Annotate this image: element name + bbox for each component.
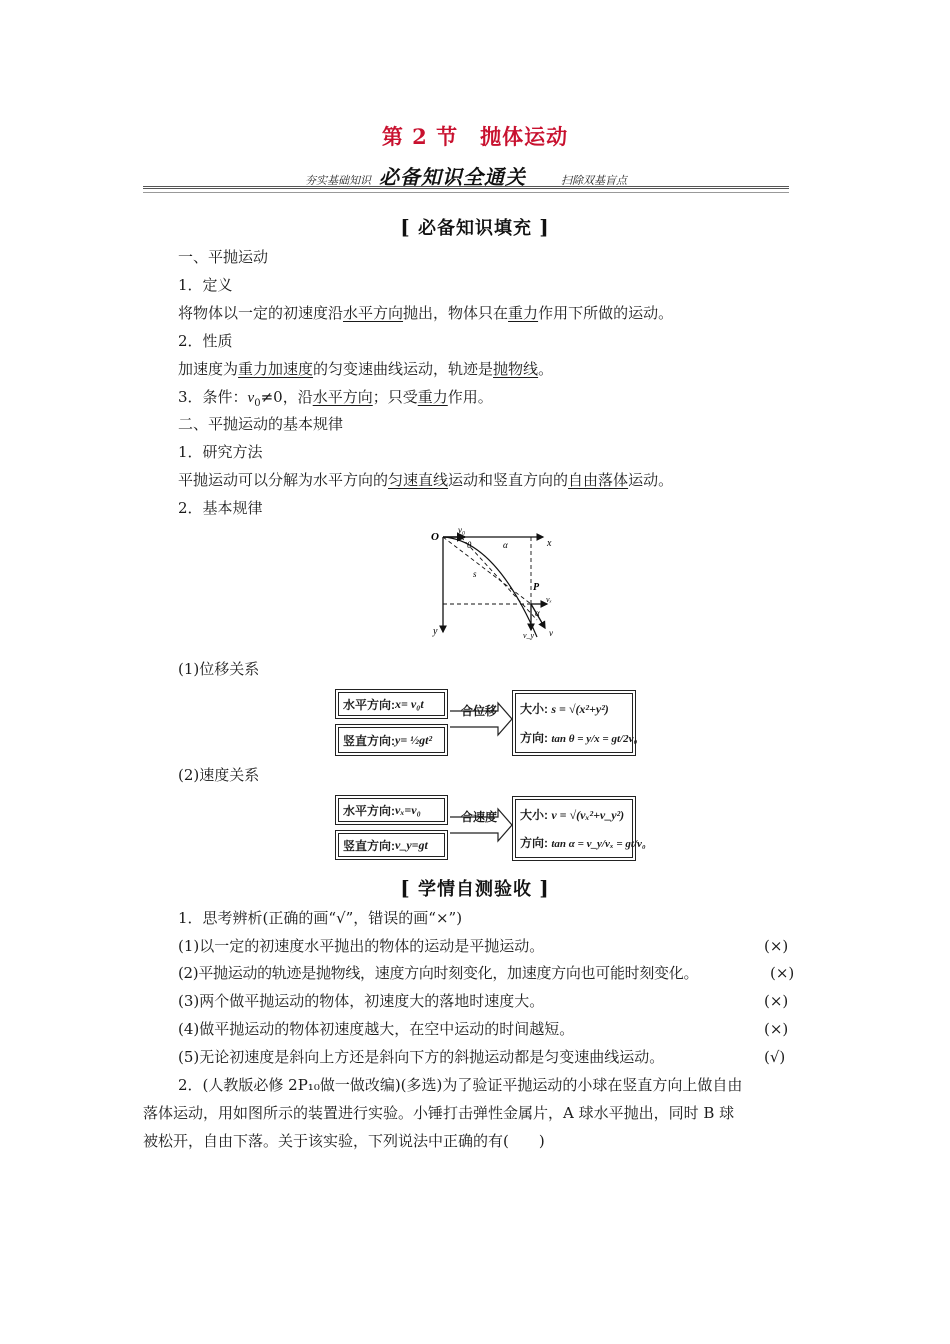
subheading-laws: 2．基本规律 xyxy=(178,499,263,517)
disp-vertical-box: 竖直方向: y= ½gt² xyxy=(335,724,448,756)
subheading-definition: 1．定义 xyxy=(178,276,233,294)
section-heading-knowledge-text: 必备知识填充 xyxy=(418,218,532,239)
displacement-heading: (1)位移关系 xyxy=(178,660,260,678)
condition-text: 3．条件：$v_0\ne 0$，沿水平方向；只受重力作用。 xyxy=(178,388,493,409)
label-s: s xyxy=(473,569,477,579)
title-topic: 抛体运动 xyxy=(480,124,569,149)
projectile-diagram xyxy=(425,522,565,652)
quiz-item-text: (5)无论初速度是斜向上方还是斜向下方的斜抛运动都是匀变速曲线运动。 xyxy=(178,1048,665,1066)
method-text: 平抛运动可以分解为水平方向的匀速直线运动和竖直方向的自由落体运动。 xyxy=(178,471,674,489)
label-y: y xyxy=(433,626,438,637)
heading-projectile: 一、平抛运动 xyxy=(178,248,269,266)
title-section: 第 2 节 xyxy=(381,124,459,149)
displacement-line xyxy=(443,537,531,604)
quiz-item-mark: (×) xyxy=(764,992,789,1010)
banner-left-text: 夯实基础知识 xyxy=(305,174,371,187)
banner-center-text: 必备知识全通关 xyxy=(379,165,526,189)
quiz-item-mark: (×) xyxy=(770,964,795,982)
banner-right-text: 扫除双基盲点 xyxy=(561,174,627,187)
label-P: P xyxy=(533,582,540,593)
quiz-item-mark: (×) xyxy=(764,1020,789,1038)
banner-rule-thin xyxy=(143,192,789,193)
section-heading-quiz-text: 学情自测验收 xyxy=(418,879,532,900)
label-v: v xyxy=(549,628,553,638)
definition-text: 将物体以一定的初速度沿水平方向抛出，物体只在重力作用下所做的运动。 xyxy=(178,304,674,322)
disp-result-box: 大小: s = √(x²+y²) 方向: tan θ = y/x = gt/2v₀ xyxy=(512,690,636,756)
section-banner xyxy=(143,159,789,195)
velocity-heading: (2)速度关系 xyxy=(178,766,260,784)
label-theta: θ xyxy=(467,540,472,550)
quiz-item-text: (1)以一定的初速度水平抛出的物体的运动是平抛运动。 xyxy=(178,937,545,955)
quiz-question-2-line2: 落体运动，用如图所示的装置进行实验。小锤打击弹性金属片，A 球水平抛出，同时 B 球 xyxy=(143,1104,735,1122)
vel-result-box: 大小: v = √(vₓ²+v_y²) 方向: tan α = v_y/vₓ = gt/v₀ xyxy=(512,796,636,861)
label-x: x xyxy=(547,538,552,549)
quiz-item-mark: (×) xyxy=(764,937,789,955)
vel-horizontal-box: 水平方向: vₓ=v₀ xyxy=(335,795,448,825)
page-title xyxy=(0,121,950,151)
label-O: O xyxy=(431,531,439,543)
quiz-item-text: (3)两个做平抛运动的物体，初速度大的落地时速度大。 xyxy=(178,992,545,1010)
banner-rule xyxy=(143,186,789,189)
disp-arrow-label: 合位移 xyxy=(461,704,498,718)
quiz-question-1: 1．思考辨析(正确的画“√”，错误的画“×”) xyxy=(178,909,463,927)
quiz-item-text: (2)平抛运动的轨迹是抛物线，速度方向时刻变化，加速度方向也可能时刻变化。 xyxy=(178,964,699,982)
heading-basic-laws: 二、平抛运动的基本规律 xyxy=(178,415,344,433)
subheading-method: 1．研究方法 xyxy=(178,443,263,461)
section-heading-knowledge: [ 必备知识填充 ] xyxy=(400,215,550,239)
nature-text: 加速度为重力加速度的匀变速曲线运动，轨迹是抛物线。 xyxy=(178,360,554,378)
section-heading-quiz: [ 学情自测验收 ] xyxy=(400,876,550,900)
label-vx: vₓ xyxy=(546,595,552,604)
label-alpha-bottom: α xyxy=(535,608,540,618)
disp-horizontal-box: 水平方向: x= v₀t xyxy=(335,689,448,719)
vel-arrow-label: 合速度 xyxy=(461,810,498,824)
quiz-item-text: (4)做平抛运动的物体初速度越大，在空中运动的时间越短。 xyxy=(178,1020,575,1038)
quiz-item-mark: (√) xyxy=(764,1048,786,1066)
label-alpha-top: α xyxy=(503,540,508,550)
trajectory xyxy=(443,537,537,637)
quiz-question-2-line1: 2．(人教版必修 2P₁₀做一做改编)(多选)为了验证平抛运动的小球在竖直方向上做自由 xyxy=(178,1076,743,1094)
vel-vertical-box: 竖直方向: v_y=gt xyxy=(335,830,448,860)
subheading-nature: 2．性质 xyxy=(178,332,233,350)
quiz-question-2-line3: 被松开，自由下落。关于该实验，下列说法中正确的有( ) xyxy=(143,1132,545,1150)
label-v0: v₀ xyxy=(458,525,466,535)
label-vy: v_y xyxy=(523,631,535,640)
